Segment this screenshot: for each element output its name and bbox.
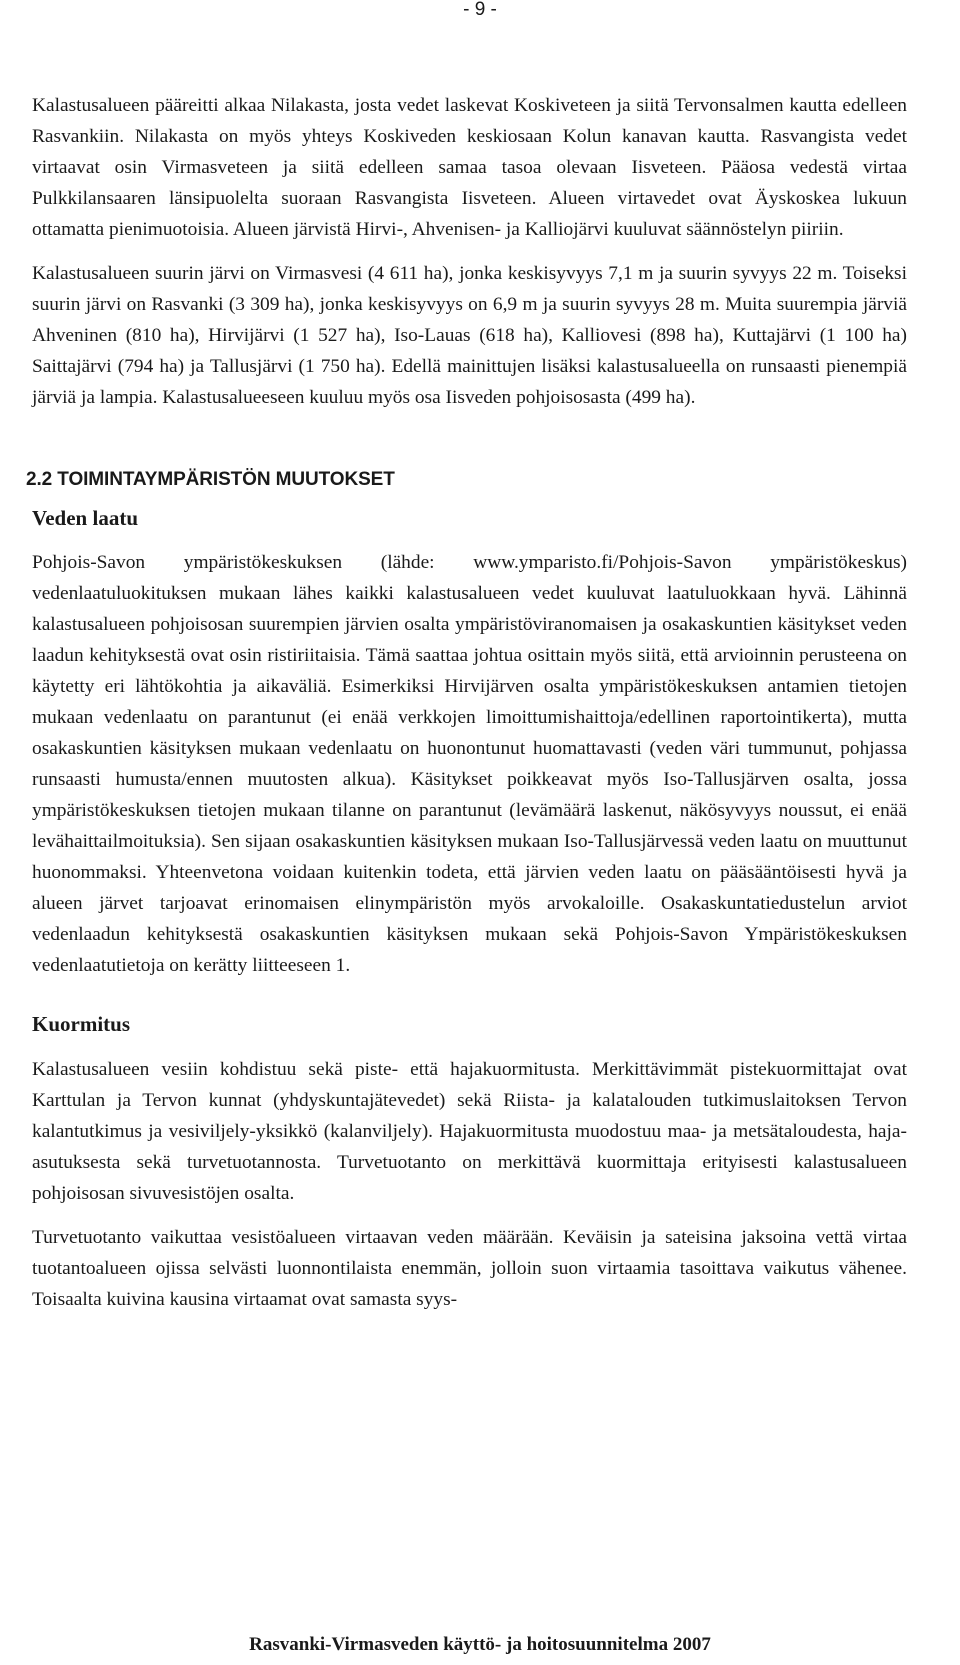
page-number: - 9 - — [463, 0, 497, 20]
paragraph-peat-production: Turvetuotanto vaikuttaa vesistöalueen virtaavan veden määrään. Keväisin ja sateisina jaksoina vettä virtaa tuotantoalueen ojissa selvästi luonnontilaista enemmän, jolloin suon virtaamia tasoittava vaikutus vähenee. Toisaalta kuivina kausina virtaamat ovat samasta syys- — [32, 1227, 907, 1310]
section-heading: 2.2 TOIMINTAYMPÄRISTÖN MUUTOKSET — [26, 469, 395, 490]
paragraph-water-quality: Pohjois-Savon ympäristökeskuksen (lähde: www.ymparisto.fi/Pohjois-Savon ympäristökeskus) vedenlaatuluokituksen mukaan lähes kaikki kalastusalueen vedet kuuluvat laatuluokkaan hyvä. Lähinnä kalastusalueen pohjoisosan suurempien järvien osalta ympäristöviranomaisen ja osakaskuntien käsitykset veden laadun kehityksestä ovat osin ristiriitaisia. Tämä saattaa johtua osittain myös siitä, että arvioinnin perusteena on käytetty eri lähtökohtia ja aikaväliä. Esimerkiksi Hirvijärven osalta ympäristökeskuksen antamien tietojen mukaan vedenlaatu on parantunut (ei enää verkkojen limoittumishaittoja/edellinen raportointikerta), mutta osakaskuntien käsityksen mukaan vedenlaatu on huonontunut huomattavasti (veden väri tummunut, pohjassa runsaasti humusta/ennen muutosten alkua). Käsitykset poikkeavat myös Iso-Tallusjärven osalta, jossa ympäristökeskuksen tietojen mukaan tilanne on parantunut (levämäärä laskenut, näkösyvyys noussut, ei enää levähaittailmoituksia). Sen sijaan osakaskuntien käsityksen mukaan Iso-Tallusjärvessä veden laatu on muuttunut huonommaksi. Yhteenvetona voidaan kuitenkin todeta, että järvien veden laatu on pääsääntöisesti hyvä ja alueen järvet tarjoavat erinomaisen elinympäristön myös arvokaloille. Osakaskuntatiedustelun arviot vedenlaadun kehityksestä osakaskuntien käsityksen mukaan sekä Pohjois-Savon Ympäristökeskuksen vedenlaatutietoja on kerätty liitteeseen 1. — [32, 552, 907, 976]
subheading-loading: Kuormitus — [32, 1012, 131, 1036]
page-footer: Rasvanki-Virmasveden käyttö- ja hoitosuunnitelma 2007 — [249, 1634, 711, 1655]
subheading-water-quality: Veden laatu — [32, 506, 138, 530]
document-body — [26, 90, 907, 1315]
paragraph-lakes: Kalastusalueen suurin järvi on Virmasvesi (4 611 ha), jonka keskisyvyys 7,1 m ja suurin syvyys 22 m. Toiseksi suurin järvi on Rasvanki (3 309 ha), jonka keskisyvyys on 6,9 m ja suurin syvyys 28 m. Muita suurempia järviä Ahveninen (810 ha), Hirvijärvi (1 527 ha), Iso-Lauas (618 ha), Kalliovesi (898 ha), Kuttajärvi (1 100 ha) Saittajärvi (794 ha) ja Tallusjärvi (1 750 ha). Edellä mainittujen lisäksi kalastusalueella on runsaasti pienempiä järviä ja lampia. Kalastusalueeseen kuuluu myös osa Iisveden pohjoisosasta (499 ha). — [32, 263, 907, 408]
paragraph-loading: Kalastusalueen vesiin kohdistuu sekä piste- että hajakuormitusta. Merkittävimmät pistekuormittajat ovat Karttulan ja Tervon kunnat (yhdyskuntajätevedet) sekä Riista- ja kalatalouden tutkimuslaitoksen Tervon kalantutkimus ja vesiviljely-yksikkö (kalanviljely). Hajakuormitusta muodostuu maa- ja metsätaloudesta, haja-asutuksesta sekä turvetuotannosta. Turvetuotanto on merkittävä kuormittaja erityisesti kalastusalueen pohjoisosan sivuvesistöjen osalta. — [32, 1059, 907, 1204]
paragraph-main-route: Kalastusalueen pääreitti alkaa Nilakasta, josta vedet laskevat Koskiveteen ja siitä Tervonsalmen kautta edelleen Rasvankiin. Nilakasta on myös yhteys Koskiveden keskiosaan Kolun kanavan kautta. Rasvangista vedet virtaavat osin Virmasveteen ja siitä edelleen samaa tasoa olevaan Iisveteen. Pääosa vedestä virtaa Pulkkilansaaren länsipuolelta suoraan Rasvangista Iisveteen. Alueen virtavedet ovat Äyskoskea lukuun ottamatta pienimuotoisia. Alueen järvistä Hirvi-, Ahvenisen- ja Kalliojärvi kuuluvat säännöstelyn piiriin. — [32, 95, 907, 240]
